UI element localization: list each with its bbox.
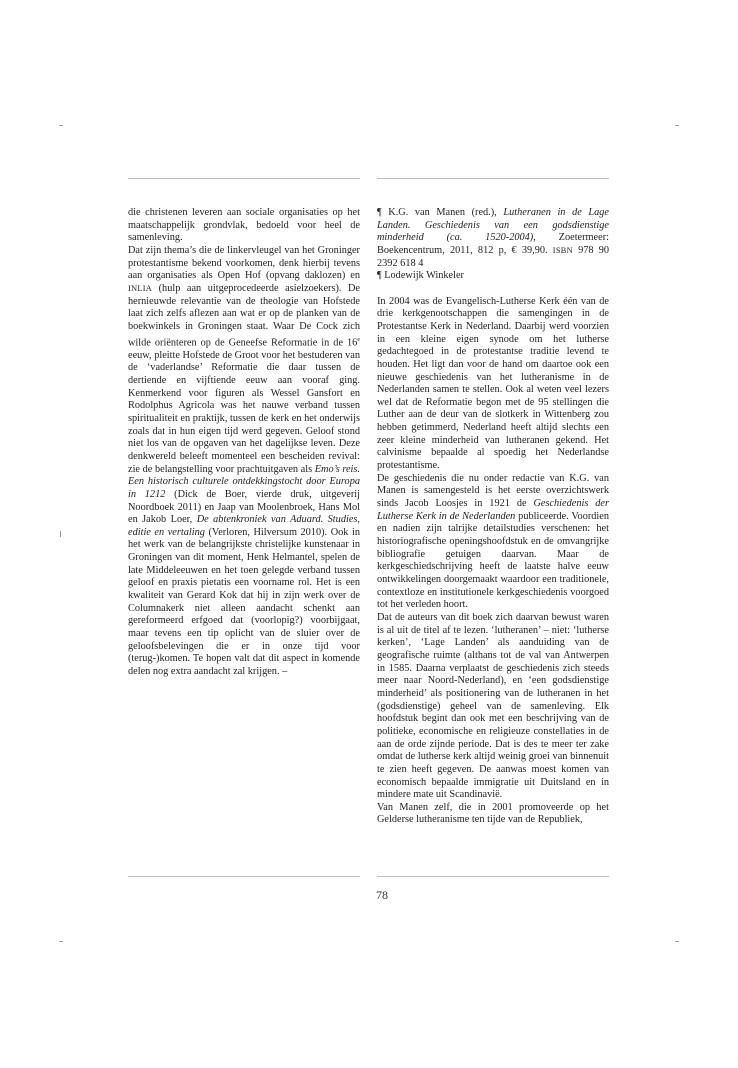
ref-isbn: 978 90 2392 618 4 [377, 244, 609, 269]
text-run: publiceerde. Voordien en nadien zijn talrijke detailstudies verschenen: het historiografische openingshoofdstuk en de omvangrijke bibliografie getuigen daarvan. Maar de kerkgeschiedschrijving heeft de laatste halve eeuw ontwikkelingen doorgemaakt waardoor een traditionele, contextloze en institutionele kerkgeschiedenis voorgoed tot het verleden hoort. [377, 510, 609, 611]
text-run: Dat zijn thema’s die de linkervleugel van het Groninger protestantisme bekend voorkomen, denk hierbij tevens aan organisaties als Open Hof (opvang daklozen) en [128, 244, 360, 282]
reviewer-name: ¶ Lodewijk Winkeler [377, 270, 464, 282]
crop-mark-middle-left [60, 531, 61, 537]
crop-mark-top-right [675, 125, 679, 126]
crop-mark-bottom-right [675, 941, 679, 942]
header-rule-left [128, 178, 360, 179]
text-run: (Verloren, Hilversum 2010). Ook in het werk van de belangrijkste christelijke kunstenaar in Groningen van dit moment, Henk Helmantel, spelen de late Middeleeuwen en het toen gelegde verband tussen geloof en praxis pietatis een voorname rol. Het is een kwaliteit van Gerard Kok dat hij in zijn werk over de Columnakerk niet alleen aandacht schenkt aan gereformeerd erfgoed dat (voorlopig?) voorbijgaat, maar tevens een tip oplicht van de sluier over de geloofsbelevingen die er in onze tijd voor (terug-)komen. Te hopen valt dat dit aspect in komende delen nog extra aandacht zal krijgen. – [128, 526, 360, 678]
inlia-smallcaps: INLIA [128, 283, 153, 293]
right-column [377, 207, 609, 827]
text-run: (Dick de Boer, vierde druk, uitgeverij Noordboek 2011) en Jaap van Moolenbroek, Hans Mol en Jakob Loer, [128, 488, 361, 526]
header-rule-right [377, 178, 609, 179]
footer-rule-right [377, 876, 609, 877]
book-title-emo: Emo’s reis. Een historisch culturele ontdekkingstocht door Europa in 1212 [128, 463, 360, 500]
ref-publisher: , Zoetermeer: Boekencentrum, 2011, 812 p, € 39,90. [377, 232, 609, 256]
book-title-aduard: De abtenkroniek van Aduard. Studies, editie en vertaling [128, 514, 360, 538]
ref-author: K.G. van Manen (red.), [388, 207, 504, 218]
book-reference [377, 207, 609, 270]
superscript-e: e [357, 336, 360, 343]
book-title-loosjes: Geschiedenis der Lutherse Kerk in de Nederlanden [377, 498, 609, 522]
pilcrow: ¶ [377, 207, 389, 218]
text-run: eeuw, pleitte Hofstede de Groot voor het bestuderen van de ‘vaderlandse’ Reformatie die daar tussen de dertiende en vijftiende eeuw aan vooraf ging. Kenmerkend voor figuren als Wessel Gansfort en Rodolphus Agricola was het nauwe verband tussen spiritualiteit en praktijk, tussen de kerk en het onderwijs zoals dat in hun eigen tijd werd gegeven. Geloof stond niet los van de opgaven van het dagelijkse leven. Deze denkwereld beleeft momenteel een bescheiden revival: zie de belangstelling voor prachtuitgaven als [128, 349, 360, 475]
left-paragraph-2 [128, 245, 360, 679]
left-column [128, 207, 360, 679]
page-number: 78 [376, 888, 388, 902]
crop-mark-top-left [59, 125, 63, 126]
crop-mark-bottom-left [59, 941, 63, 942]
right-paragraph-4: Van Manen zelf, die in 2001 promoveerde op het Gelderse lutheranisme ten tijde van de Republiek, [377, 801, 609, 826]
ref-title: Lutheranen in de Lage Landen. Geschiedenis van een godsdienstige minderheid (ca. 1520-2004) [377, 207, 609, 244]
text-run: De geschiedenis die nu onder redactie van K.G. van Manen is samengesteld is het eerste overzichtswerk sinds Jacob Loosjes in 1921 de [377, 472, 609, 510]
right-paragraph-2 [377, 473, 609, 612]
footer-rule-left [128, 876, 360, 877]
text-run: (hulp aan uitgeprocedeerde asielzoekers). De hernieuwde relevantie van de theologie van Hofstede laat zich zelfs aflezen aan wat er op de planken van de boekwinkels in Groningen staat. Waar De Cock zich wilde oriënteren op de Geneefse Reformatie in de 16 [128, 282, 360, 348]
right-paragraph-3: Dat de auteurs van dit boek zich daarvan bewust waren is al uit de titel af te lezen. ‘lutheranen’ – niet: ‘lutherse kerken’, ‘Lage Landen’ als aanduiding van de geografische ruimte (althans tot de val van Antwerpen in 1585. Daarna verplaatst de geschiedenis zich steeds meer naar Noord-Nederland), en ‘een godsdienstige minderheid’ als positionering van de lutheranen in het (godsdienstige) geheel van de samenleving. Elk hoofdstuk begint dan ook met een beschrijving van de politieke, economische en religieuze constellaties in de aan de orde zijnde periode. Dat is des te meer ter zake omdat de lutherse kerk altijd weinig groei van binnenuit te zien heeft gegeven. De aanwas moest komen van economisch bepaalde immigratie uit Duitsland en in mindere mate uit Scandinavië. [377, 611, 609, 801]
left-paragraph-1: die christenen leveren aan sociale organisaties op het maatschappelijk grondvlak, bedoeld voor heel de samenleving. [128, 207, 360, 244]
right-paragraph-1: In 2004 was de Evangelisch-Lutherse Kerk één van de drie kerkgenootschappen die samengingen in de Protestantse Kerk in Nederland. Daarbij werd voorzien in een kleine eigen synode om het lutherse gedachtegoed in de protestantse traditie levend te houden. Het ligt dan voor de hand om daartoe ook een nieuwe geschiedenis van het lutheranisme in de Nederlanden samen te stellen. Ook al weten veel lezers wel dat de Reformatie begon met de 95 stellingen die Luther aan de deur van de slotkerk in Wittenberg zou hebben getimmerd, Nederland heeft altijd slechts een zeer kleine minderheid van lutheranen gekend. Het calvinisme bepaalde al spoedig het Nederlandse protestantisme. [377, 295, 609, 472]
ref-isbn-label: ISBN [552, 245, 573, 255]
